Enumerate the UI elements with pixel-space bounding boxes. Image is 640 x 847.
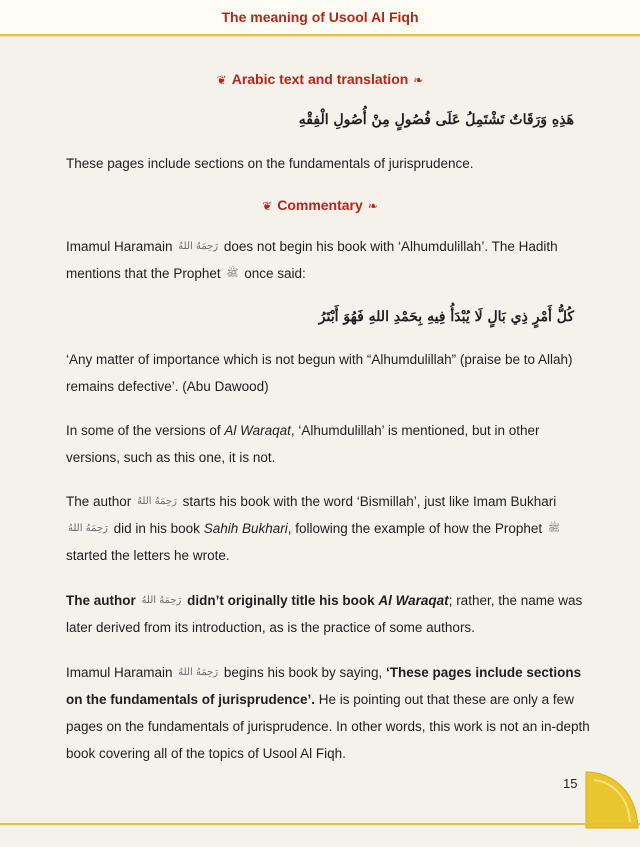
ornament-left-icon: ❦ — [262, 199, 273, 213]
paragraph-2: ‘Any matter of importance which is not begun with “Alhumdulillah” (praise be to Allah) remains defective’. (Abu Dawood) — [66, 352, 573, 394]
commentary-section-heading-label: Commentary — [277, 197, 363, 213]
book-title-bold-italic: Al Waraqat — [378, 593, 449, 608]
paragraph-6-text-d: He is pointing out that these are only a few pages on the fundamentals of jurisprudence. In other words, this work is not an in-depth book covering all of the topics of Usool Al Fiqh. — [66, 692, 590, 761]
paragraph-5-text-a: The author — [66, 593, 136, 608]
paragraph-6-text-c: ‘These pages include sections on the fundamentals of jurisprudence’. — [66, 665, 582, 707]
paragraph-4-text-c: did in his book — [113, 521, 200, 536]
arabic-section-heading-label: Arabic text and translation — [231, 71, 409, 87]
page-title: The meaning of Usool Al Fiqh — [221, 9, 419, 25]
ornament-right-icon: ❧ — [367, 199, 378, 213]
paragraph-1-text-a: Imamul Haramain — [66, 239, 173, 254]
paragraph-6 — [66, 659, 592, 767]
paragraph-4-text-a: The author — [66, 494, 132, 509]
paragraph-5-text-b: didn’t originally title his book — [187, 593, 375, 608]
ornament-right-icon: ❧ — [413, 73, 424, 87]
page-number: 15 — [563, 776, 578, 791]
paragraph-6-text-a: Imamul Haramain — [66, 665, 173, 680]
paragraph-6-text-b: begins his book by saying, — [223, 665, 383, 680]
commentary-section-heading — [0, 197, 640, 213]
header-bar — [0, 0, 640, 36]
honorific-icon: رَحِمَهُ اللهُ — [178, 667, 219, 678]
book-title-italic: Sahih Bukhari — [203, 521, 288, 536]
paragraph-4-text-f: started the letters he wrote. — [66, 548, 230, 563]
honorific-icon: رَحِمَهُ اللهُ — [68, 523, 108, 534]
arabic-section-heading — [0, 71, 640, 87]
paragraph-1-text-b: does not begin his book with ‘Alhumdulillah’. The Hadith mentions that the Prophet — [66, 239, 558, 281]
paragraph-3-text-a: In some of the versions of — [66, 423, 221, 438]
paragraph-3 — [66, 417, 592, 471]
ornament-left-icon: ❦ — [216, 73, 227, 87]
paragraph-3-text-c: , ‘Alhumdulillah’ is mentioned, but in other versions, such as this one, it is not. — [66, 423, 540, 465]
honorific-icon: رَحِمَهُ اللهُ — [137, 496, 177, 507]
paragraph-4 — [66, 488, 592, 569]
page-corner-decoration — [584, 770, 640, 830]
footer-line — [0, 823, 640, 825]
arabic-hadith-text: كُلُّ أَمْرٍ ذِي بَالٍ لَا يُبْدَأُ فِيهِ بِحَمْدِ اللهِ فَهُوَ أَبْتَرُ — [318, 309, 574, 325]
book-title-italic: Al Waraqat — [224, 423, 291, 438]
paragraph-5-text-d: ; rather, the name was later derived from its introduction, as is the practice of some authors. — [66, 593, 583, 635]
paragraph-1-text-c: once said: — [244, 266, 306, 281]
paragraph-4-text-e: , following the example of how the Prophet — [287, 521, 543, 536]
salutation-icon: ﷺ — [226, 268, 239, 279]
arabic-main-text: هَذِهِ وَرَقَاتٌ تَشْتَمِلُ عَلَى فُصُولٍ مِنْ أُصُولِ الْفِقْهِ — [298, 112, 574, 128]
paragraph-4-text-b: starts his book with the word ‘Bismillah’, just like Imam Bukhari — [182, 494, 557, 509]
honorific-icon: رَحِمَهُ اللهُ — [178, 241, 219, 252]
honorific-icon: رَحِمَهُ اللهُ — [141, 595, 182, 606]
salutation-icon: ﷺ — [547, 523, 561, 534]
paragraph-1 — [66, 233, 592, 287]
translation-text: These pages include sections on the fundamentals of jurisprudence. — [66, 156, 474, 171]
paragraph-5 — [66, 587, 592, 641]
